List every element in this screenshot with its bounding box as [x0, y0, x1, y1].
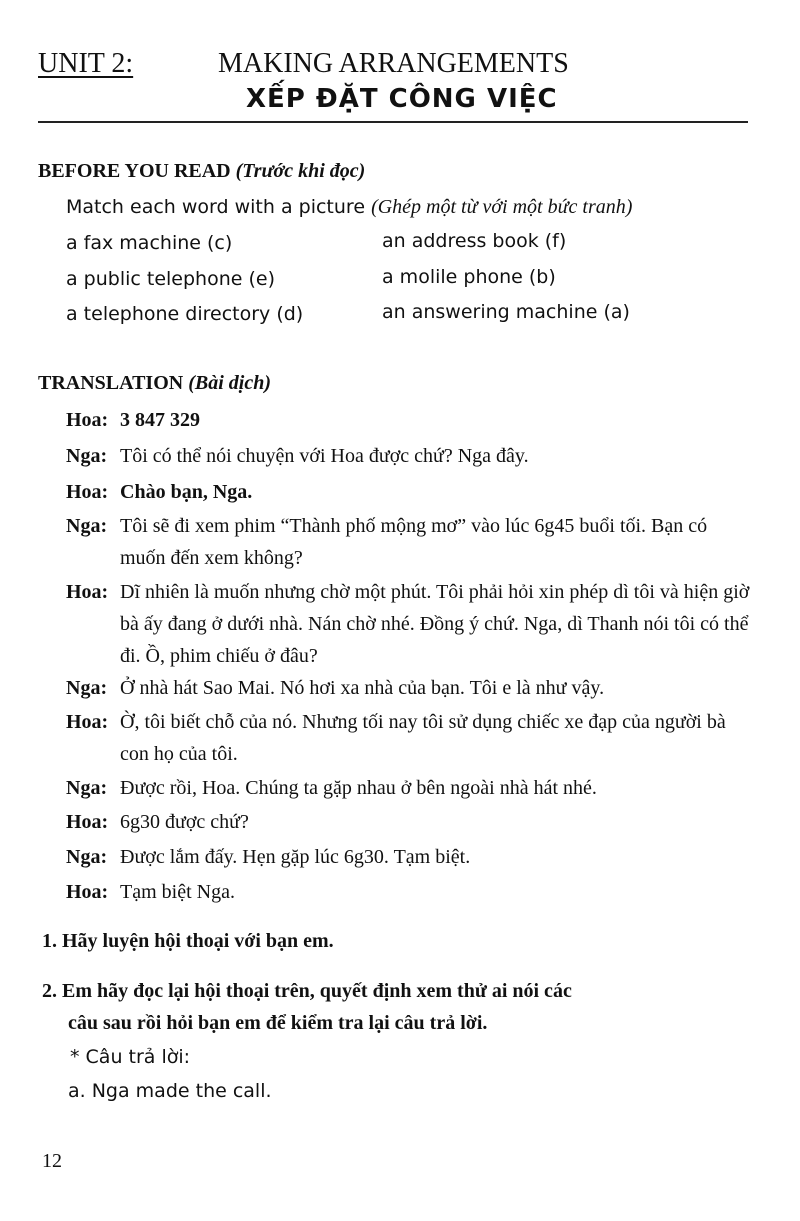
speaker-name: Hoa:: [66, 881, 109, 903]
dialogue-text: Chào bạn, Nga.: [120, 481, 253, 503]
dialogue-text: 6g30 được chứ?: [120, 811, 249, 833]
speaker-name: Hoa:: [66, 409, 109, 431]
dialogue-text: Được lắm đấy. Hẹn gặp lúc 6g30. Tạm biệt.: [120, 846, 471, 868]
answer-a: a. Nga made the call.: [68, 1080, 272, 1102]
dialogue-text: Dĩ nhiên là muốn nhưng chờ một phút. Tôi phải hỏi xin phép dì tôi và hiện giờ bà ấy đang ở dưới nhà. Nán chờ nhé. Đồng ý chứ. Nga, dì Thanh nói tôi có thể đi. Ồ, phim chiếu ở đâu?: [120, 581, 750, 667]
exercise-1: 1. Hãy luyện hội thoại với bạn em.: [42, 930, 334, 952]
before-you-read-heading: BEFORE YOU READ (Trước khi đọc): [38, 160, 366, 182]
exercise-2-line-2: câu sau rồi hỏi bạn em để kiểm tra lại câu trả lời.: [68, 1012, 488, 1034]
dialogue-text: Tôi sẽ đi xem phim “Thành phố mộng mơ” vào lúc 6g45 buổi tối. Bạn có muốn đến xem không?: [120, 515, 708, 569]
dialogue-text: Được rồi, Hoa. Chúng ta gặp nhau ở bên ngoài nhà hát nhé.: [120, 777, 597, 799]
speaker-name: Hoa:: [66, 581, 109, 603]
unit-label: UNIT 2:: [38, 48, 134, 79]
dialogue-line: [66, 672, 756, 704]
dialogue-line: [66, 876, 756, 908]
speaker-name: Hoa:: [66, 811, 109, 833]
speaker-name: Nga:: [66, 846, 108, 868]
vocab-item-left: a telephone directory (d): [66, 303, 304, 325]
dialogue-line: [66, 706, 756, 770]
page-number: 12: [42, 1150, 62, 1172]
speaker-name: Hoa:: [66, 711, 109, 733]
dialogue-line: [66, 404, 756, 436]
vocab-item-right: an address book (f): [382, 230, 567, 252]
speaker-name: Nga:: [66, 515, 108, 537]
speaker-name: Nga:: [66, 677, 108, 699]
dialogue-line: [66, 476, 756, 508]
vocab-item-right: an answering machine (a): [382, 301, 630, 323]
answer-label: * Câu trả lời:: [70, 1046, 191, 1068]
dialogue-text: Ở nhà hát Sao Mai. Nó hơi xa nhà của bạn. Tôi e là như vậy.: [120, 677, 605, 699]
dialogue-line: [66, 806, 756, 838]
vocab-item-left: a public telephone (e): [66, 268, 276, 290]
dialogue-text: Tôi có thể nói chuyện với Hoa được chứ? Nga đây.: [120, 445, 529, 467]
dialogue-line: [66, 841, 756, 873]
header-divider: [38, 121, 748, 123]
dialogue-line: [66, 576, 756, 672]
dialogue-text: 3 847 329: [120, 409, 200, 431]
speaker-name: Nga:: [66, 777, 108, 799]
unit-title: MAKING ARRANGEMENTS: [218, 48, 569, 79]
dialogue-text: Tạm biệt Nga.: [120, 881, 235, 903]
exercise-2-line-1: 2. Em hãy đọc lại hội thoại trên, quyết định xem thử ai nói các: [42, 980, 572, 1002]
speaker-name: Nga:: [66, 445, 108, 467]
unit-title-vietnamese: XẾP ĐẶT CÔNG VIỆC: [246, 84, 558, 114]
dialogue-line: [66, 772, 756, 804]
dialogue-line: [66, 510, 756, 574]
vocab-item-right: a molile phone (b): [382, 266, 556, 288]
speaker-name: Hoa:: [66, 481, 109, 503]
vocab-item-left: a fax machine (c): [66, 232, 233, 254]
match-instruction: Match each word with a picture (Ghép một từ với một bức tranh): [66, 196, 633, 218]
translation-heading: TRANSLATION (Bài dịch): [38, 372, 271, 394]
dialogue-text: Ờ, tôi biết chỗ của nó. Nhưng tối nay tôi sử dụng chiếc xe đạp của người bà con họ của tôi.: [120, 711, 726, 765]
dialogue-line: [66, 440, 756, 472]
